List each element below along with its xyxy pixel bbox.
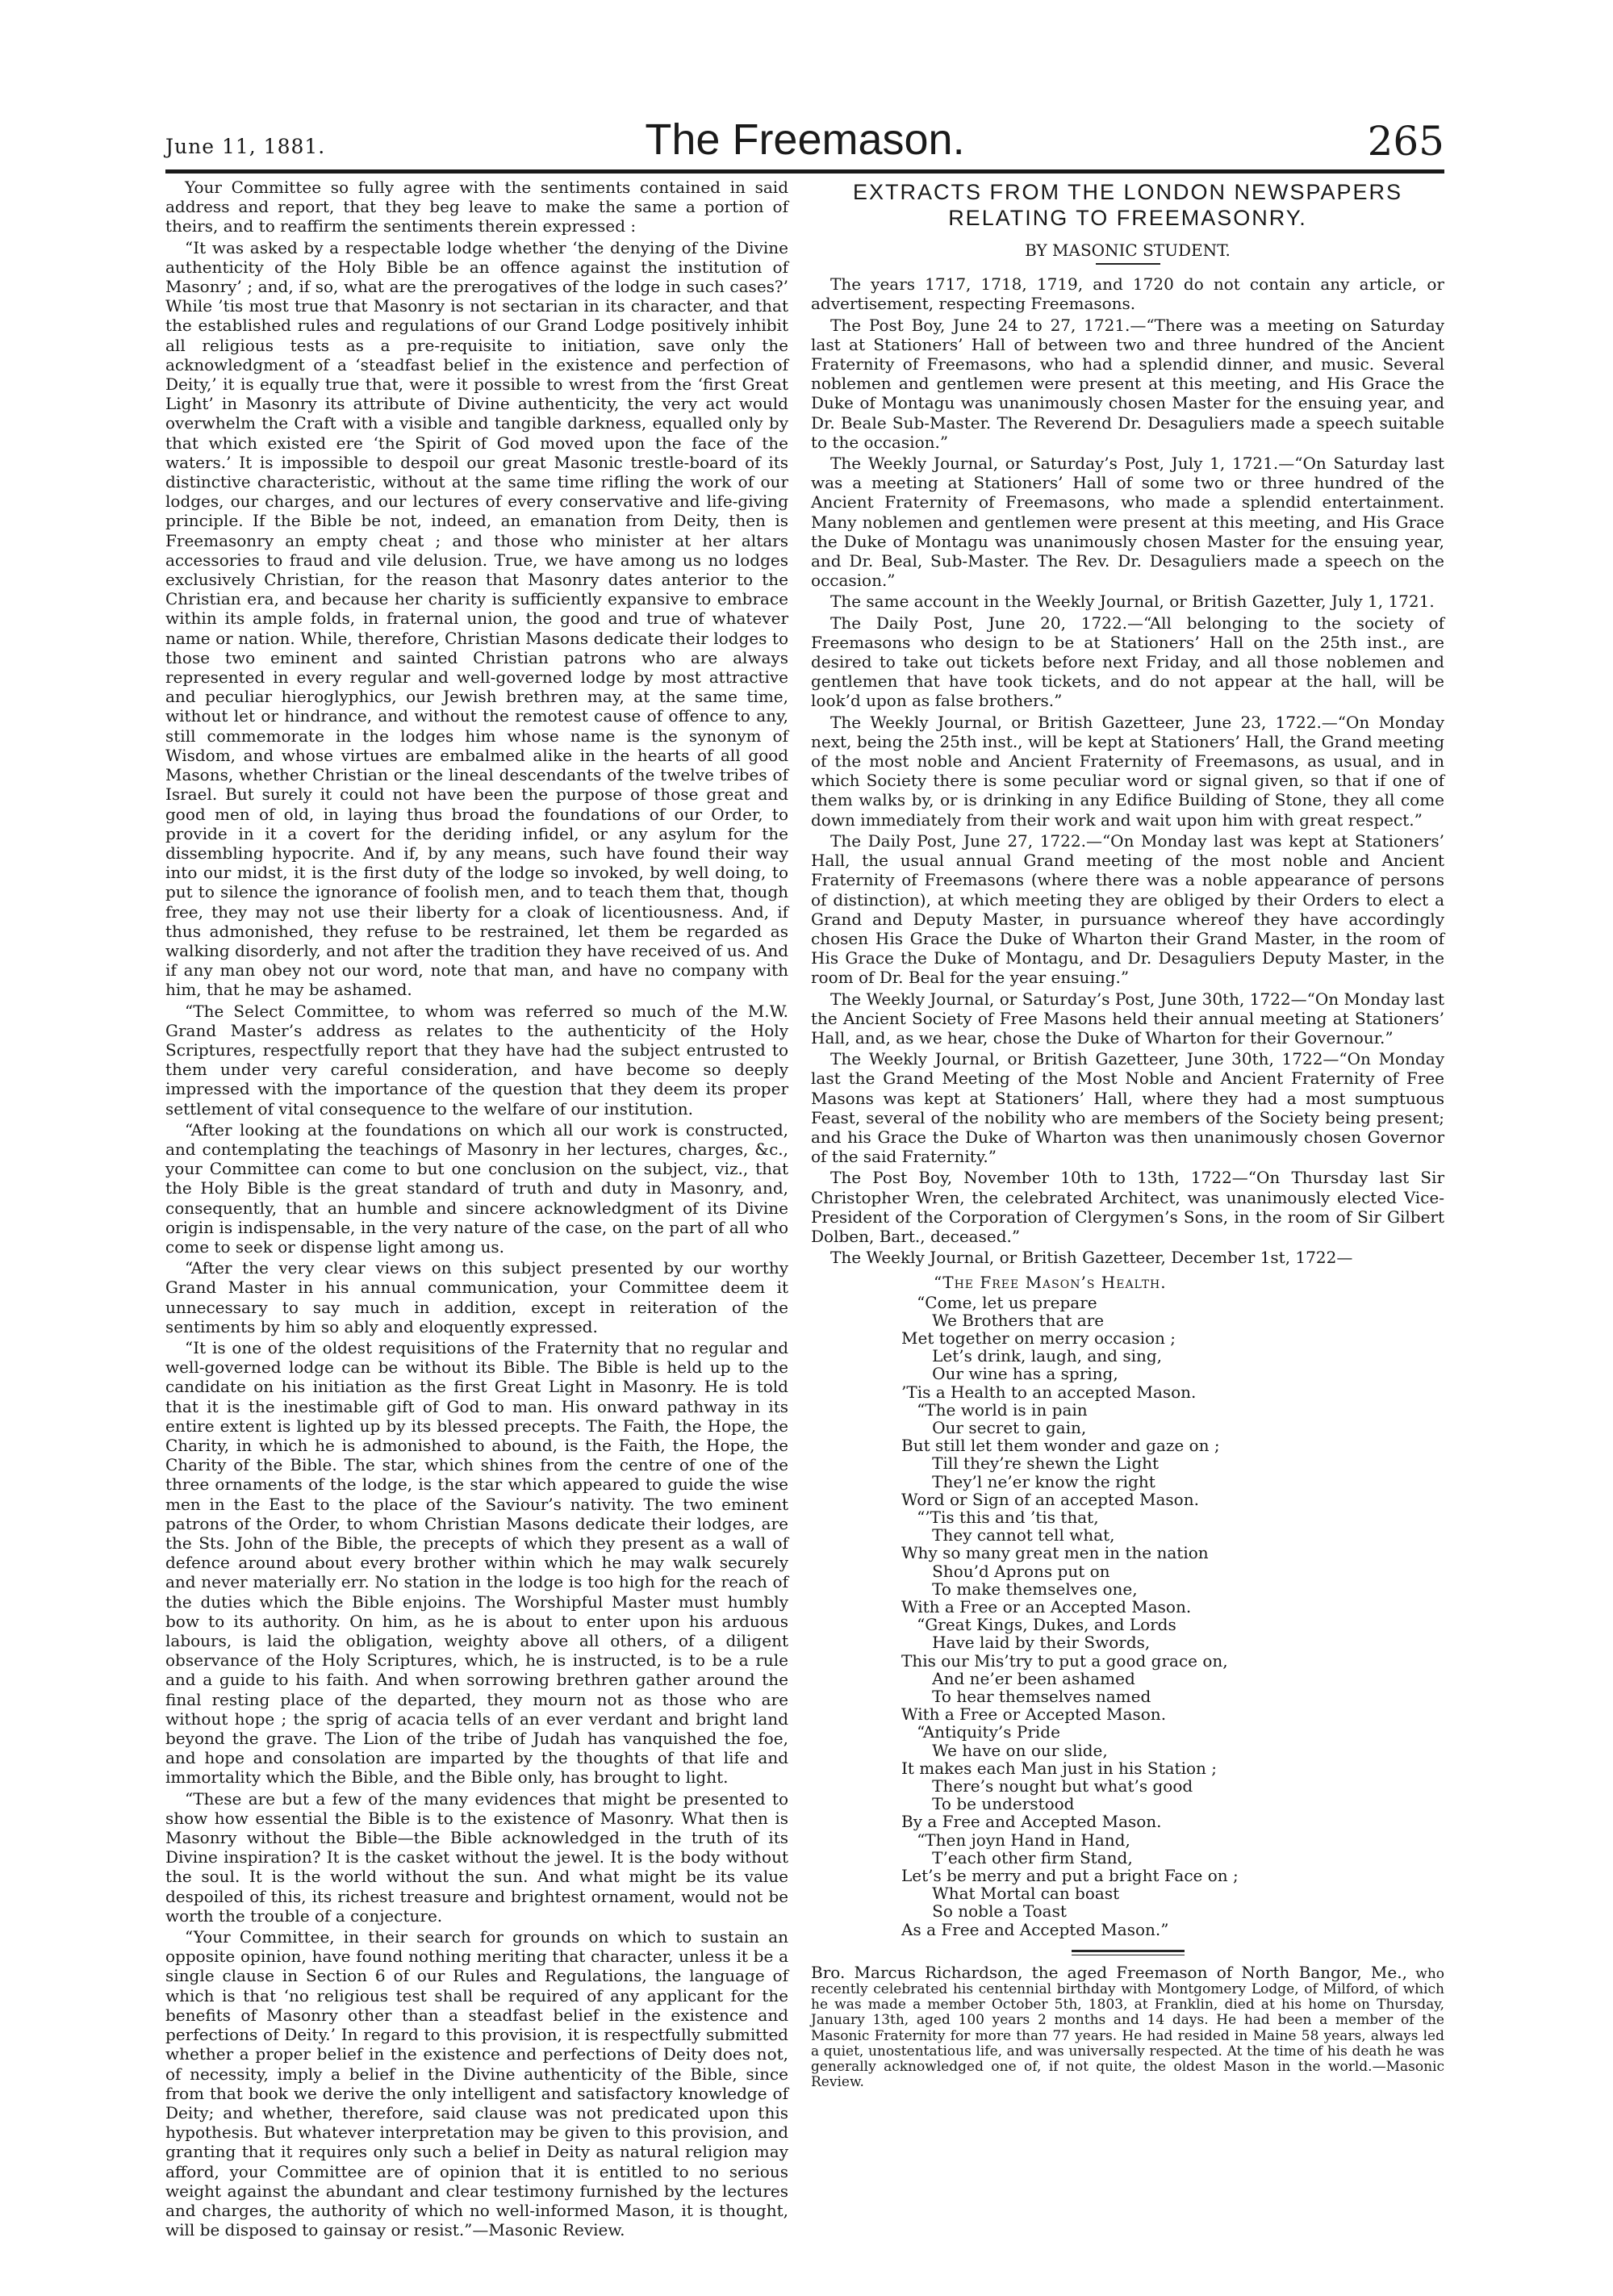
poem-line: Why so many great men in the nation [901,1543,1209,1563]
extract-paragraph: The Weekly Journal, or British Gazetteer, June 30th, 1722—“On Monday last the Grand Meeting of the Most Noble and Ancient Fraternity of Free Masons was kept at Stationers’ Hall, where they had a most sumptuous Feast, several of the nobility who are members of the Society being present; and his Grace the Duke of Wharton was then unanimously chosen Governor of the said Fraternity.” [811,1049,1444,1167]
poem-line: Let’s drink, laugh, and sing, [901,1346,1163,1366]
masthead [165,103,1444,176]
newspaper-title: The Freemason. [645,115,965,164]
poem-line: There’s nought but what’s good [901,1776,1193,1796]
article-paragraph: “Your Committee, in their search for grounds on which to sustain an opposite opinion, have found nothing meriting that character, unless it be a single clause in Section 6 of our Rules and Regulations, the language of which is that ‘no religious test shall be required of any applicant for the benefits of Masonry other than a steadfast belief in the existence and perfections of Deity.’ In regard to this provision, it is respectfully submitted whether a proper belief in the existence and perfections of Deity does not, of necessity, imply a belief in the Divine authenticity of the Bible, since from that book we derive the only intelligent and satisfactory knowledge of Deity; and whether, therefore, said clause was not predicated upon this hypothesis. But whatever interpretation may be given to this provision, and granting that it requires only such a belief in Deity as natural religion may afford, your Committee are of opinion that it is entitled to no serious weight against the abundant and clear testimony furnished by the lectures and charges, the authority of which no well-informed Mason, it is thought, will be disposed to gainsay or resist.”—Masonic Review. [165,1927,788,2240]
left-column [165,178,788,2241]
poem-line: “Then joyn Hand in Hand, [901,1830,1130,1850]
article-paragraph: “After the very clear views on this subject presented by our worthy Grand Master in his annual communication, your Committee deem it unnecessary to say much in addition, except in reiteration of the sentiments by him so ably and eloquently expressed. [165,1258,788,1336]
poem-line: T’each other firm Stand, [901,1847,1133,1867]
right-column [811,178,1444,2091]
poem-line: We have on our slide, [901,1740,1108,1760]
poem-lines [901,1294,1444,1938]
byline-rule [1096,263,1160,265]
obituary-body: who recently celebrated his centennial birthday with Montgomery Lodge, of Milford, of which he was made a member October 5th, 1803, at Franklin, died at his home on Thursday, January 13th, aged 100 years 2 months and 14 days. He had been a member of the Masonic Fraternity for more than 77 years. He had resided in Maine 58 years, always led a quiet, unostentatious life, and was universally respected. At the time of his death he was generally acknowledged one of, if not quite, the oldest Mason in the world.—Masonic Review. [811,1965,1445,2091]
poem-line: And ne’er been ashamed [901,1668,1135,1688]
poem-line: So noble a Toast [901,1901,1067,1922]
poem-line: To make themselves one, [901,1579,1138,1599]
section-divider [1072,1950,1185,1955]
poem-line: We Brothers that are [901,1310,1105,1330]
poem-line: Our wine has a spring, [901,1364,1118,1384]
poem-line: But still let them wonder and gaze on ; [901,1436,1220,1456]
poem-line: What Mortal can boast [901,1884,1120,1904]
poem-line: Our secret to gain, [901,1417,1087,1437]
header-rule [165,169,1444,174]
poem-line: To be understood [901,1794,1075,1814]
issue-date: June 11, 1881. [165,135,326,158]
poem-line: Met together on merry occasion ; [901,1328,1176,1348]
extract-paragraph: The Post Boy, November 10th to 13th, 1722—“On Thursday last Sir Christopher Wren, the celebrated Architect, was unanimously elected Vice-President of the Corporation of Clergymen’s Sons, in the room of Sir Gilbert Dolben, Bart., deceased.” [811,1168,1444,1246]
poem-line: With a Free or Accepted Mason. [901,1704,1167,1725]
poem-title: “The Free Mason’s Health. [934,1273,1167,1293]
obituary-note [811,1962,1445,2091]
poem-line: Let’s be merry and put a bright Face on ; [901,1866,1239,1886]
poem [901,1273,1444,1938]
poem-line: With a Free or an Accepted Mason. [901,1597,1192,1617]
article-paragraph: “After looking at the foundations on which all our work is constructed, and contemplating the teachings of Masonry in her lectures, charges, &c., your Committee can come to but one conclusion on the subject, viz., that the Holy Bible is the great standard of truth and duty in Masonry, and, consequently, that an humble and sincere acknowledgment of its Divine origin is indispensable, in the very nature of the case, on the part of all who come to seek or dispense light among us. [165,1119,788,1257]
extract-paragraph: The Weekly Journal, or Saturday’s Post, July 1, 1721.—“On Saturday last was a meeting at Stationers’ Hall of some two or three hundred of the Ancient Fraternity of Freemasons, who made a splendid entertainment. Many noblemen and gentlemen were present at this meeting, and His Grace the Duke of Montagu was unanimously chosen Master for the ensuing year, and Dr. Beal, Sub-Master. The Rev. Dr. Desaguliers made a speech on the occasion.” [811,454,1444,591]
article-paragraph: “It was asked by a respectable lodge whether ‘the denying of the Divine authenticity of the Holy Bible be an offence against the institution of Masonry’ ; and, if so, what are the prerogatives of the lodge in such cases?’ While ’tis most true that Masonry is not sectarian in its character, and that the established rules and regulations of our Grand Lodge positively inhibit all religious tests as a pre-requisite to initiation, save only the acknowledgment of a ‘steadfast belief in the existence and perfection of Deity,’ it is equally true that, were it possible to wrest from the ‘first Great Light’ in Masonry its attribute of Divine authenticity, the very act would overwhelm the Craft with a visible and tangible darkness, equalled only by that which existed ere ‘the Spirit of God moved upon the face of the waters.’ It is impossible to despoil our great Masonic trestle-board of its distinctive characteristic, without at the same time rifling the work of our lodges, our charges, and our lectures of every conservative and life-giving principle. If the Bible be not, indeed, an emanation from Deity, then is Freemasonry an empty cheat ; and those who minister at her altars accessories to fraud and vile delusion. True, we have among us no lodges exclusively Christian, for the reason that Masonry dates anterior to the Christian era, and because her charity is sufficiently expansive to embrace within its ample folds, in fraternal union, the good and true of whatever name or nation. While, therefore, Christian Masons dedicate their lodges to those two eminent and sainted Christian patrons who are always represented in every regular and well-governed lodge by most attractive and peculiar hieroglyphics, our Jewish brethren may, at the same time, without let or hindrance, and without the remotest cause of offence to any, still commemorate in the lodges him whose name is the synonym of Wisdom, and whose virtues are embalmed alike in the hearts of all good Masons, whether Christian or the lineal descendants of the twelve tribes of Israel. But surely it could not have been the purpose of those great and good men of old, in laying thus broad the foundations of our Order, to provide in it a covert for the deriding infidel, or any asylum for the dissembling hypocrite. And if, by any means, such have found their way into our midst, it is the first duty of the lodge so invoked, by well doing, to put to silence the ignorance of foolish men, and to teach them that, though free, they may not use their liberty for a cloak of licentiousness. And, if thus admonished, they refuse to be restrained, let them be regarded as walking disorderly, and not after the tradition they have received of us. And if any man obey not our word, note that man, and have no company with him, that he may be ashamed. [165,237,788,1000]
poem-line: “Antiquity’s Pride [901,1722,1060,1742]
poem-line: To hear themselves named [901,1687,1151,1707]
article-paragraph: “It is one of the oldest requisitions of the Fraternity that no regular and well-governed lodge can be without its Bible. The Bible is held up to the candidate on his initiation as the first Great Light in Masonry. He is told that it is the inestimable gift of God to man. His onward pathway in its entire extent is lighted up by its blessed precepts. The Faith, the Hope, the Charity, in which he is admonished to abound, is the Faith, the Hope, the Charity of the Bible. The star, which shines from the centre of one of the three ornaments of the lodge, is the star which appeared to guide the wise men in the East to the place of the Saviour’s nativity. The two eminent patrons of the Order, to whom Christian Masons dedicate their lodges, are the Sts. John of the Bible, the precepts of which they present as a wall of defence around about every brother within which he may walk securely and never materially err. No station in the lodge is too high for the reach of the duties which the Bible enjoins. The Worshipful Master must humbly bow to its authority. On him, as he is about to enter upon his arduous labours, is laid the obligation, weighty above all others, of a diligent observance of the Holy Scriptures, which, he is instructed, is to be a rule and a guide to his faith. And when sorrowing brethren gather around the final resting place of the departed, they mourn not as those who are without hope ; the sprig of acacia tells of an ever verdant and bright land beyond the grave. The Lion of the tribe of Judah has vanquished the foe, and hope and consolation are imparted by the thoughts of that life and immortality which the Bible, and the Bible only, has brought to light. [165,1337,788,1788]
poem-line: ’Tis a Health to an accepted Mason. [901,1382,1197,1402]
article-paragraph: “The Select Committee, to whom was referred so much of the M.W. Grand Master’s address as relates to the authenticity of the Holy Scriptures, respectfully report that they have had the subject entrusted to them under very careful consideration, and have become so deeply impressed with the importance of the question that they deem its proper settlement of vital consequence to the welfare of our institution. [165,1001,788,1119]
poem-line: Word or Sign of an accepted Mason. [901,1489,1199,1509]
poem-line: Till they’re shewn the Light [901,1453,1160,1474]
article-paragraph: Your Committee so fully agree with the sentiments contained in said address and report, that they beg leave to make the same a portion of theirs, and to reaffirm the sentiments therein expressed : [165,178,788,236]
extract-paragraph: The Daily Post, June 20, 1722.—“All belonging to the society of Freemasons who design to be at Stationers’ Hall on the 25th inst., are desired to take out tickets before next Friday, and all those noblemen and gentlemen that have took tickets, and do not appear at the hall, will be look’d upon as false brothers.” [811,613,1444,711]
poem-line: “’Tis this and ’tis that, [901,1508,1099,1527]
extract-paragraph: The Weekly Journal, or British Gazetteer, December 1st, 1722— [830,1248,1353,1268]
extract-paragraph: The Daily Post, June 27, 1722.—“On Monday last was kept at Stationers’ Hall, the usual annual Grand meeting of the most noble and Ancient Fraternity of Freemasons (where there was a noble appearance of persons of distinction), at which meeting they are obliged by their Orders to elect a Grand and Deputy Master, in pursuance whereof they have accordingly chosen His Grace the Duke of Wharton their Grand Master, in the room of His Grace the Duke of Montagu, and Dr. Desaguliers Deputy Master, in the room of Dr. Beal for the year ensuing.” [811,830,1444,988]
extract-paragraph: The Post Boy, June 24 to 27, 1721.—“There was a meeting on Saturday last at Stationers’ Hall of between two and three hundred of the Ancient Fraternity of Freemasons, who had a splendid dinner, and music. Several noblemen and gentlemen were present at this meeting, and His Grace the Duke of Montagu was unanimously chosen Master for the ensuing year, and Dr. Beale Sub-Master. The Reverend Dr. Desaguliers made a speech suitable to the occasion.” [811,315,1444,452]
poem-line: As a Free and Accepted Mason.” [901,1919,1169,1939]
poem-line: It makes each Man just in his Station ; [901,1758,1217,1778]
poem-line: “Great Kings, Dukes, and Lords [901,1615,1176,1635]
poem-line: This our Mis’try to put a good grace on, [901,1650,1228,1671]
poem-line: Have laid by their Swords, [901,1633,1151,1653]
byline: BY MASONIC STUDENT. [1025,240,1231,260]
extract-paragraph: The Weekly Journal, or British Gazetteer, June 23, 1722.—“On Monday next, being the 25th inst., will be kept at Stationers’ Hall, the Grand meeting of the most noble and Ancient Fraternity of Freemasons, as usual, and in which Society there is some peculiar word or signal given, so that if one of them walks by, or is drinking in any Edifice Building of Stone, they all come down immediately from their work and wait upon him with great respect.” [811,712,1444,830]
poem-line: They’l ne’er know the right [901,1471,1155,1491]
poem-line: By a Free and Accepted Mason. [901,1812,1162,1832]
article-heading: EXTRACTS FROM THE LONDON NEWSPAPERS RELATING TO FREEMASONRY. [852,180,1403,230]
obituary-lead: Bro. Marcus Richardson, the aged Freemason of North Bangor, Me., [811,1962,1407,1982]
poem-line: “Come, let us prepare [901,1292,1097,1312]
extract-paragraph: The same account in the Weekly Journal, or British Gazetter, July 1, 1721. [830,592,1435,612]
article-paragraph: “These are but a few of the many evidences that might be presented to show how essential the Bible is to the existence of Masonry. What then is Masonry without the Bible—the Bible acknowledged in the truth of its Divine inspiration? It is the casket without the jewel. It is the body without the soul. It is the world without the sun. And what might be its value despoiled of this, its richest treasure and brightest ornament, would not be worth the trouble of a conjecture. [165,1788,788,1926]
page-number: 265 [1367,118,1444,165]
extract-paragraph: The Weekly Journal, or Saturday’s Post, June 30th, 1722—“On Monday last the Ancient Society of Free Masons held their annual meeting at Stationers’ Hall, and, as we hear, chose the Duke of Wharton for their Governour.” [811,989,1444,1048]
poem-line: They cannot tell what, [901,1525,1115,1545]
poem-line: “The world is in pain [901,1399,1088,1420]
poem-line: Shou’d Aprons put on [901,1561,1110,1581]
extract-paragraph: The years 1717, 1718, 1719, and 1720 do not contain any article, or advertisement, respecting Freemasons. [811,274,1444,314]
